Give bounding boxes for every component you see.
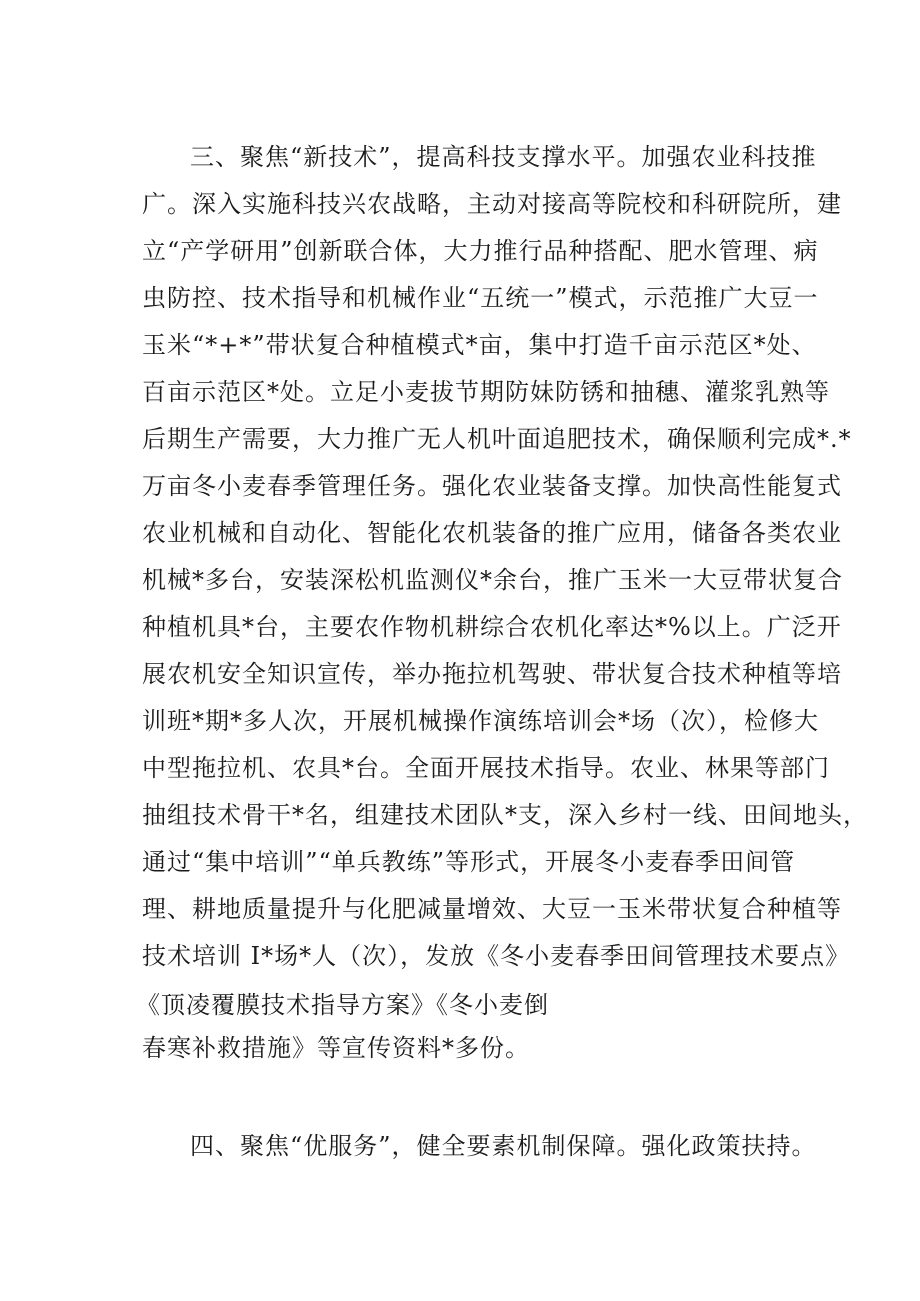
paragraph-3-line-8: 万亩冬小麦春季管理任务。强化农业装备支撑。加快高性能复式 <box>142 472 842 500</box>
paragraph-3-line-10: 机械*多台，安装深松机监测仪*余台，推广玉米一大豆带状复合 <box>142 566 843 594</box>
paragraph-3-line-5: 玉米“*+*”带状复合种植模式*亩，集中打造千亩示范区*处、 <box>142 331 817 359</box>
paragraph-4-line-1: 四、聚焦“优服务”，健全要素机制保障。强化政策扶持。 <box>190 1132 817 1160</box>
paragraph-3-line-18: 技术培训 I*场*人（次），发放《冬小麦春季田间管理技术要点》 <box>142 942 851 970</box>
paragraph-3-line-17: 理、耕地质量提升与化肥减量增效、大豆一玉米带状复合种植等 <box>142 895 842 923</box>
paragraph-3-line-16: 通过“集中培训”“单兵教练”等形式，开展冬小麦春季田间管 <box>142 848 796 876</box>
paragraph-3-line-2: 广。深入实施科技兴农战略，主动对接高等院校和科研院所，建 <box>142 190 842 218</box>
paragraph-3-line-15: 抽组技术骨干*名，组建技术团队*支，深入乡村一线、田间地头， <box>142 801 868 829</box>
paragraph-3-line-14: 中型拖拉机、农具*台。全面开展技术指导。农业、林果等部门 <box>142 754 830 782</box>
paragraph-3-line-19: 《顶凌覆膜技术指导方案》《冬小麦倒 <box>136 991 549 1019</box>
paragraph-3-line-3: 立“产学研用”创新联合体，大力推行品种搭配、肥水管理、病 <box>142 237 819 265</box>
paragraph-3-line-11: 种植机具*台，主要农作物机耕综合农机化率达*%以上。广泛开 <box>142 613 842 641</box>
paragraph-3-line-4: 虫防控、技术指导和机械作业“五统一”模式，示范推广大豆一 <box>142 284 819 312</box>
paragraph-3-line-13: 训班*期*多人次，开展机械操作演练培训会*场（次），检修大 <box>142 707 819 735</box>
paragraph-3-line-6: 百亩示范区*处。立足小麦拔节期防妹防锈和抽穗、灌浆乳熟等 <box>142 378 830 406</box>
paragraph-3-line-12: 展农机安全知识宣传，举办拖拉机驾驶、带状复合技术种植等培 <box>142 660 842 688</box>
paragraph-3-line-9: 农业机械和自动化、智能化农机装备的推广应用，储备各类农业 <box>142 519 842 547</box>
paragraph-3-line-20: 春寒补救措施》等宣传资料*多份。 <box>142 1034 530 1062</box>
paragraph-3-line-1: 三、聚焦“新技术”，提高科技支撑水平。加强农业科技推 <box>190 143 817 171</box>
paragraph-3-line-7: 后期生产需要，大力推广无人机叶面追肥技术，确保顺利完成*.* <box>142 425 852 453</box>
